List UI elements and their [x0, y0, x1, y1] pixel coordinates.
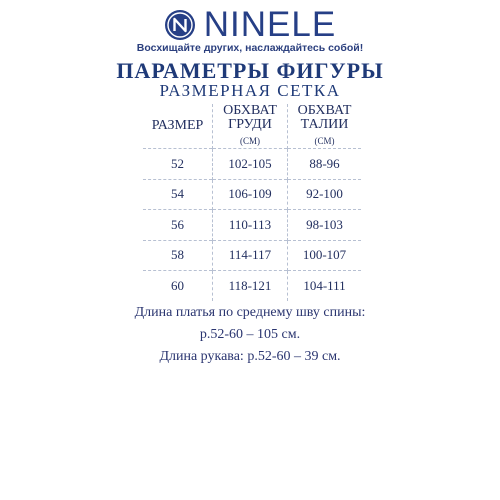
dress-length-label: Длина платья по среднему шву спины: — [134, 305, 366, 320]
sleeve-length-note: Длина рукава: р.52-60 – 39 см. — [159, 349, 341, 364]
header-waist — [288, 104, 362, 149]
cell-bust: 102-105 — [213, 149, 288, 180]
table-row — [143, 271, 361, 301]
header-bust-unit: (СМ) — [240, 136, 260, 146]
table-row — [143, 240, 361, 271]
cell-waist: 92-100 — [288, 179, 362, 210]
ninele-logo-icon — [164, 9, 196, 41]
cell-size: 52 — [171, 155, 184, 171]
table-row — [143, 179, 361, 210]
page-title: ПАРАМЕТРЫ ФИГУРЫ — [116, 58, 384, 83]
header-waist-label: ОБХВАТ ТАЛИИ — [297, 103, 352, 132]
page-subtitle: РАЗМЕРНАЯ СЕТКА — [159, 81, 341, 100]
cell-waist: 98-103 — [288, 210, 362, 241]
table-row — [143, 149, 361, 180]
size-chart-table — [143, 104, 361, 301]
cell-bust: 110-113 — [213, 210, 288, 241]
brand-slogan: Восхищайте других, наслаждайтесь собой! — [136, 42, 364, 54]
dress-length-value: р.52-60 – 105 см. — [199, 327, 301, 342]
header-size — [143, 104, 213, 149]
cell-bust: 106-109 — [213, 179, 288, 210]
brand-logo — [0, 5, 500, 44]
cell-bust: 118-121 — [213, 271, 288, 301]
cell-size: 58 — [171, 247, 184, 263]
cell-size: 60 — [171, 277, 184, 293]
table-row — [143, 210, 361, 241]
cell-size: 54 — [171, 186, 184, 202]
header-waist-unit: (СМ) — [314, 136, 335, 146]
brand-name: NINELE — [203, 5, 337, 44]
cell-size: 56 — [171, 216, 184, 232]
header-bust — [213, 104, 288, 149]
cell-bust: 114-117 — [213, 240, 288, 271]
cell-waist: 88-96 — [288, 149, 362, 180]
table-header-row — [143, 104, 361, 149]
header-size-label: РАЗМЕР — [151, 118, 204, 133]
header-bust-label: ОБХВАТ ГРУДИ — [223, 103, 277, 132]
cell-waist: 104-111 — [288, 271, 362, 301]
cell-waist: 100-107 — [288, 240, 362, 271]
